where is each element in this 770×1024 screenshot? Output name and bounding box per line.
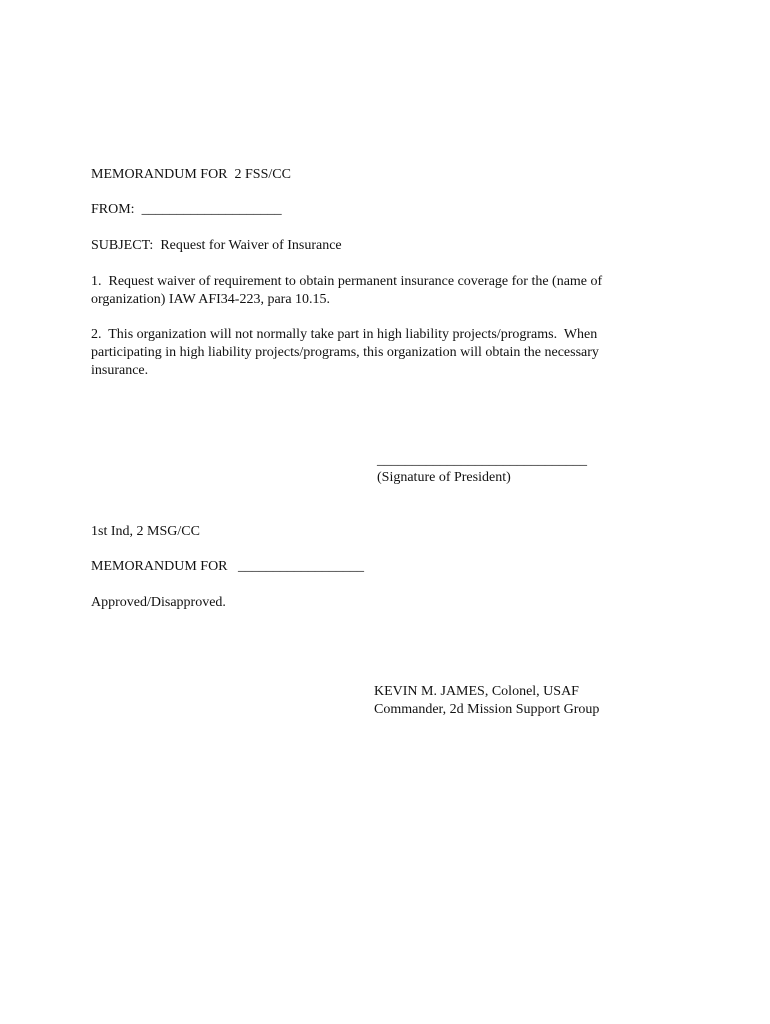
signer-name: KEVIN M. JAMES, Colonel, USAF [374, 684, 579, 699]
paragraph-2-line-2: participating in high liability projects/programs, this organization will obtain the necessary [91, 345, 599, 360]
from-line: FROM: ____________________ [91, 202, 282, 217]
signer-title: Commander, 2d Mission Support Group [374, 702, 600, 717]
indorsement-memorandum-for-line: MEMORANDUM FOR __________________ [91, 559, 365, 574]
paragraph-1-line-2: organization) IAW AFI34-223, para 10.15. [91, 292, 331, 307]
signature-label: (Signature of President) [377, 470, 511, 485]
signature-line: ______________________________ [377, 453, 587, 468]
paragraph-1-line-1: 1. Request waiver of requirement to obtain permanent insurance coverage for the (name of [91, 274, 603, 289]
subject-line: SUBJECT: Request for Waiver of Insurance [91, 238, 342, 253]
paragraph-2-line-1: 2. This organization will not normally take part in high liability projects/programs. When [91, 327, 598, 342]
indorsement-heading: 1st Ind, 2 MSG/CC [91, 524, 200, 539]
memorandum-for-line: MEMORANDUM FOR 2 FSS/CC [91, 167, 291, 182]
approval-decision: Approved/Disapproved. [91, 595, 226, 610]
paragraph-2-line-3: insurance. [91, 363, 149, 378]
